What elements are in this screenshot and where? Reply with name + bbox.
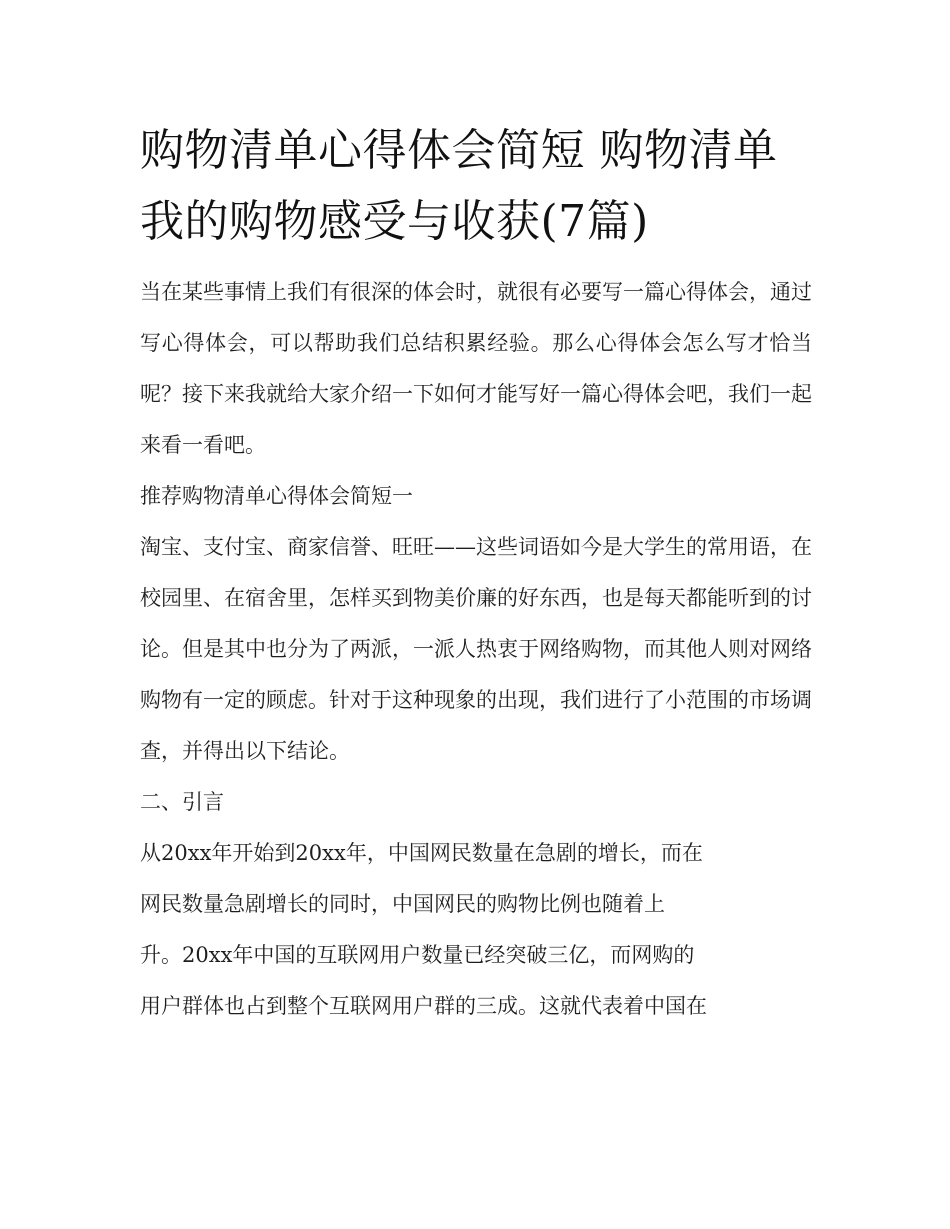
body-paragraph-2-line-4: 用户群体也占到整个互联网用户群的三成。这就代表着中国在 (140, 994, 707, 1018)
subheading-introduction: 二、引言 (140, 790, 224, 814)
body-paragraph-1: 淘宝、支付宝、商家信誉、旺旺——这些词语如今是大学生的常用语，在校园里、在宿舍里，怎样买到物美价廉的好东西，也是每天都能听到的讨论。但是其中也分为了两派，一派人热衷于网络购物，而其他人则对网络购物有一定的顾虑。针对于这种现象的出现，我们进行了小范围的市场调查，并得出以下结论。 (140, 535, 812, 763)
intro-paragraph: 当在某些事情上我们有很深的体会时，就很有必要写一篇心得体会，通过写心得体会，可以帮助我们总结积累经验。那么心得体会怎么写才恰当呢？接下来我就给大家介绍一下如何才能写好一篇心得体会吧，我们一起来看一看吧。 (140, 280, 812, 457)
document-body (140, 115, 812, 1032)
body-paragraph-2-line-1: 从20xx年开始到20xx年，中国网民数量在急剧的增长，而在 (140, 841, 703, 865)
document-title: 购物清单心得体会简短 购物清单我的购物感受与收获(7篇) (140, 125, 778, 247)
body-paragraph-2-line-3: 升。20xx年中国的互联网用户数量已经突破三亿，而网购的 (140, 943, 695, 967)
body-paragraph-2-line-2: 网民数量急剧增长的同时，中国网民的购物比例也随着上 (140, 892, 665, 916)
section-heading: 推荐购物清单心得体会简短一 (140, 484, 413, 508)
